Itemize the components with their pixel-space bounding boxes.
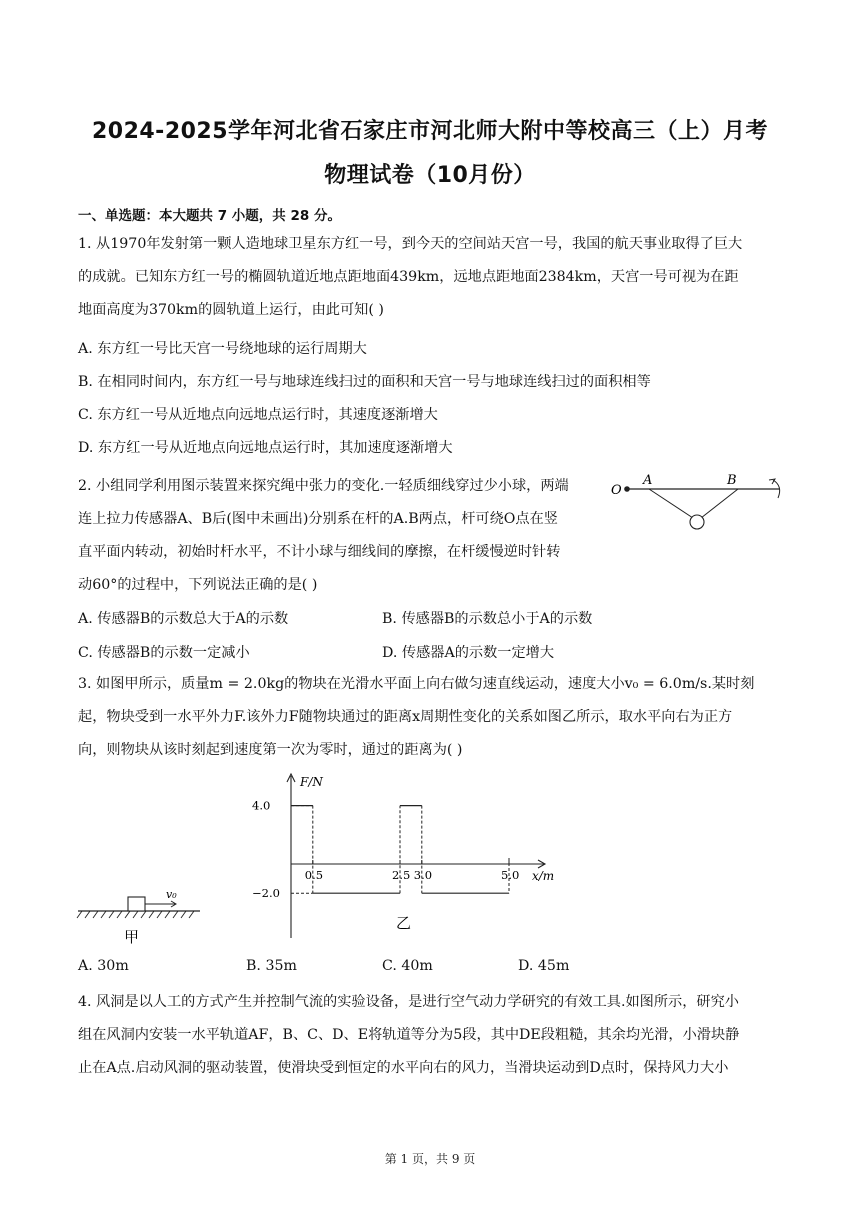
question-3-option-a: A. 30m <box>78 958 129 974</box>
question-1-option-a: A. 东方红一号比天宫一号绕地球的运行周期大 <box>78 341 367 357</box>
x-tick-label: 3.0 <box>413 868 433 882</box>
x-tick-label: 2.5 <box>392 868 411 882</box>
question-2-option-a: A. 传感器B的示数总大于A的示数 <box>78 611 289 627</box>
pivot-o <box>624 486 630 492</box>
y-tick-label: −2.0 <box>252 886 280 901</box>
y-tick-label: 4.0 <box>252 798 271 813</box>
x-tick-label: 5.0 <box>501 868 520 882</box>
question-2-option-d: D. 传感器A的示数一定增大 <box>382 645 555 661</box>
question-1-line: 地面高度为370km的圆轨道上运行，由此可知( ) <box>78 302 384 318</box>
force-distance-chart <box>248 770 568 950</box>
question-4-line: 止在A点.启动风洞的驱动装置，使滑块受到恒定的水平向右的风力，当滑块运动到D点时，保持风力大小 <box>78 1060 729 1076</box>
question-2-option-c: C. 传感器B的示数一定减小 <box>78 645 250 661</box>
chart-marks <box>252 799 519 901</box>
question-2-line: 动60°的过程中，下列说法正确的是( ) <box>78 577 318 593</box>
question-1-line: 的成就。已知东方红一号的椭圆轨道近地点距地面439km，远地点距地面2384km，天宫一号可视为在距 <box>78 269 739 285</box>
question-1-option-d: D. 东方红一号从近地点向远地点运行时，其加速度逐渐增大 <box>78 440 453 456</box>
string-right <box>701 489 738 518</box>
rod-pulley-figure <box>605 468 795 536</box>
question-3-stem <box>78 668 754 767</box>
question-3-option-b: B. 35m <box>246 958 297 974</box>
question-4-line: 组在风洞内安装一水平轨道AF，B、C、D、E将轨道等分为5段，其中DE段粗糙，其余均光滑，小滑块静 <box>78 1027 740 1043</box>
page-footer: 第 1 页，共 9 页 <box>384 1152 476 1166</box>
question-3-line: 向，则物块从该时刻起到速度第一次为零时，通过的距离为( ) <box>78 742 463 758</box>
label-b: B <box>727 473 737 488</box>
question-3-option-c: C. 40m <box>382 958 433 974</box>
exam-title-line-1: 2024-2025学年河北省石家庄市河北师大附中等校高三（上）月考 <box>91 119 769 144</box>
question-2-line: 2. 小组同学利用图示装置来探究绳中张力的变化.一轻质细线穿过少小球，两端 <box>78 478 569 494</box>
question-1-stem <box>78 228 742 327</box>
rotation-arrow-head <box>769 479 775 484</box>
section-heading: 一、单选题：本大题共 7 小题，共 28 分。 <box>78 208 341 224</box>
question-1-option-c: C. 东方红一号从近地点向远地点运行时，其速度逐渐增大 <box>78 407 438 423</box>
block-on-surface-figure <box>76 880 206 950</box>
x-tick-label: 0.5 <box>304 868 324 882</box>
label-o: O <box>611 483 622 498</box>
surface-hatching <box>77 911 194 918</box>
question-3-line: 3. 如图甲所示，质量m = 2.0kg的物块在光滑水平面上向右做匀速直线运动，速度大小v₀ = 6.0m/s.某时刻 <box>78 676 755 692</box>
exam-title-line-2: 物理试卷（10月份） <box>324 163 536 188</box>
question-2-line: 直平面内转动，初始时杆水平，不计小球与细线间的摩擦，在杆缓慢逆时针转 <box>78 544 561 560</box>
question-3-option-d: D. 45m <box>518 958 570 974</box>
block <box>128 897 145 911</box>
question-2-line: 连上拉力传感器A、B后(图中未画出)分别系在杆的A.B两点，杆可绕O点在竖 <box>78 511 558 527</box>
y-axis-label: F/N <box>300 775 323 789</box>
string-left <box>649 489 693 518</box>
x-axis-label: x/m <box>532 869 555 883</box>
figure-label-jia: 甲 <box>124 928 140 946</box>
question-4-line: 4. 风洞是以人工的方式产生并控制气流的实验设备，是进行空气动力学研究的有效工具.如图所示，研究小 <box>78 994 739 1010</box>
question-4-stem <box>78 986 739 1085</box>
ball <box>690 515 704 529</box>
velocity-label: v₀ <box>166 888 177 901</box>
figure-label-yi: 乙 <box>396 914 412 932</box>
label-a: A <box>643 473 653 488</box>
question-2-option-b: B. 传感器B的示数总小于A的示数 <box>382 611 593 627</box>
question-2-stem <box>78 470 569 602</box>
question-3-line: 起，物块受到一水平外力F.该外力F随物块通过的距离x周期性变化的关系如图乙所示，取水平向右为正方 <box>78 709 733 725</box>
question-1-line: 1. 从1970年发射第一颗人造地球卫星东方红一号，到今天的空间站天宫一号，我国的航天事业取得了巨大 <box>78 236 743 252</box>
question-1-option-b: B. 在相同时间内，东方红一号与地球连线扫过的面积和天宫一号与地球连线扫过的面积相等 <box>78 374 651 390</box>
